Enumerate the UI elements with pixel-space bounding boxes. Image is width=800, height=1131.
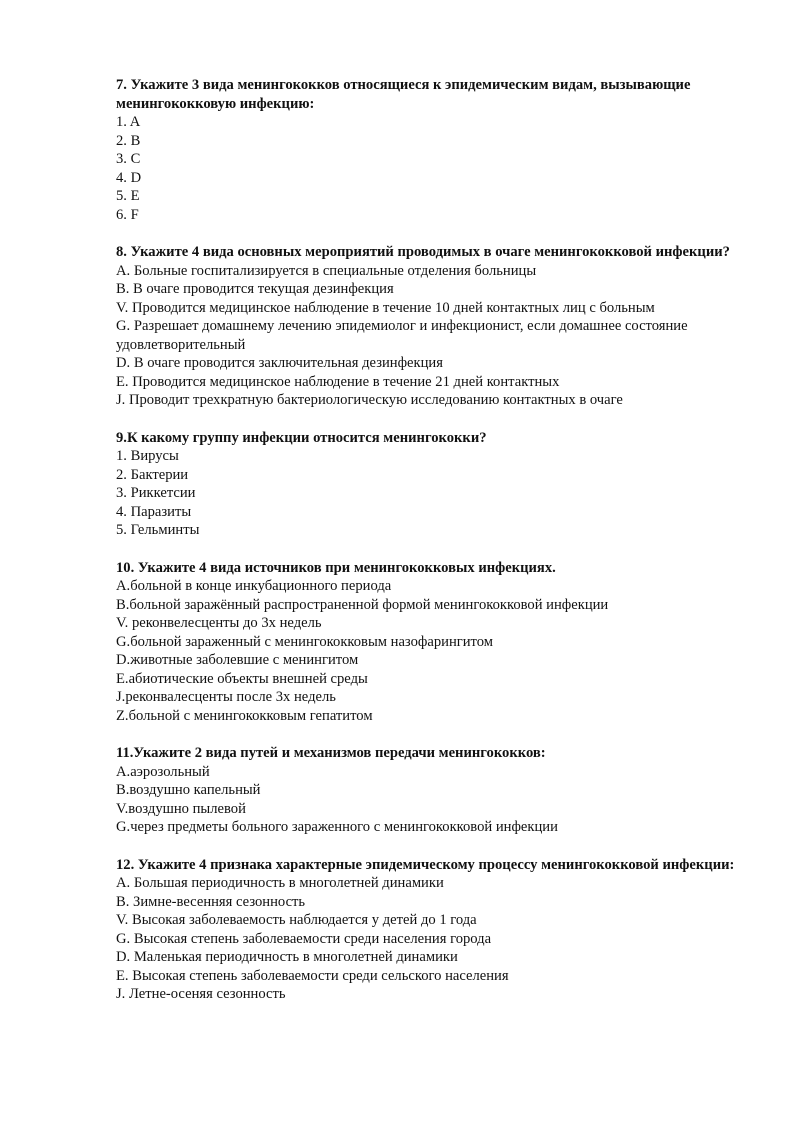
document-page: [116, 76, 756, 1023]
question-10: [116, 559, 756, 726]
answer-option: V. Проводится медицинское наблюдение в течение 10 дней контактных лиц с больным: [116, 299, 655, 316]
answer-option: B.воздушно капельный: [116, 782, 261, 798]
question-12: [116, 856, 756, 1004]
question-8: [116, 243, 756, 410]
answer-options: [116, 113, 756, 224]
answer-options: [116, 763, 756, 837]
answer-option: G. Разрешает домашнему лечению эпидемиолог и инфекционист, если домашнее состояние удовлетворительный: [116, 318, 688, 353]
answer-option: G.больной зараженный с менингококковым назофарингитом: [116, 633, 493, 650]
answer-option: E. Высокая степень заболеваемости среди сельского населения: [116, 967, 509, 984]
answer-option: V. Высокая заболеваемость наблюдается у детей до 1 года: [116, 912, 477, 928]
answer-option: B. Зимне-весенняя сезонность: [116, 893, 306, 910]
answer-option: D. В очаге проводится заключительная дезинфекция: [116, 355, 443, 371]
answer-option: G.через предметы больного зараженного с менингококковой инфекции: [116, 819, 558, 835]
answer-options: [116, 874, 756, 1004]
answer-option: 2. B: [116, 132, 141, 149]
question-title: 11.Укажите 2 вида путей и механизмов передачи менингококков:: [116, 745, 546, 761]
answer-option: V.воздушно пылевой: [116, 800, 246, 817]
answer-option: Z.больной с менингококковым гепатитом: [116, 707, 373, 724]
question-title: 7. Укажите 3 вида менингококков относящиеся к эпидемическим видам, вызывающие менингококковую инфекцию:: [116, 77, 691, 112]
answer-option: 5. E: [116, 188, 140, 204]
answer-option: J. Проводит трехкратную бактериологическую исследованию контактных в очаге: [116, 392, 623, 408]
answer-option: 3. Риккетсии: [116, 485, 196, 501]
answer-option: D.животные заболевшие с менингитом: [116, 652, 359, 668]
answer-option: J.реконвалесценты после 3х недель: [116, 689, 336, 705]
answer-option: B. В очаге проводится текущая дезинфекция: [116, 281, 394, 297]
question-title: 8. Укажите 4 вида основных мероприятий проводимых в очаге менингококковой инфекции?: [116, 244, 730, 260]
answer-option: A.больной в конце инкубационного периода: [116, 578, 392, 594]
answer-option: E.абиотические объекты внешней среды: [116, 670, 368, 687]
answer-option: A.аэрозольный: [116, 763, 210, 780]
answer-option: 4. Паразиты: [116, 503, 192, 520]
answer-option: A. Больные госпитализируется в специальные отделения больницы: [116, 262, 537, 279]
answer-option: J. Летне-осеняя сезонность: [116, 986, 286, 1002]
answer-option: V. реконвелесценты до 3х недель: [116, 615, 322, 631]
answer-options: [116, 262, 756, 410]
answer-option: 1. Вирусы: [116, 448, 179, 464]
question-7: [116, 76, 756, 224]
answer-option: A. Большая периодичность в многолетней динамики: [116, 875, 444, 891]
question-title: 12. Укажите 4 признака характерные эпидемическому процессу менингококковой инфекции:: [116, 856, 735, 873]
question-11: [116, 744, 756, 837]
answer-option: 3. C: [116, 151, 141, 167]
answer-option: G. Высокая степень заболеваемости среди населения города: [116, 930, 492, 947]
answer-option: 6. F: [116, 206, 139, 223]
question-title: 10. Укажите 4 вида источников при менингококковых инфекциях.: [116, 559, 556, 576]
answer-option: B.больной заражённый распространенной формой менингококковой инфекции: [116, 596, 609, 613]
answer-option: 2. Бактерии: [116, 466, 189, 483]
question-title: 9.К какому группу инфекции относится менингококки?: [116, 429, 487, 446]
answer-option: 1. A: [116, 114, 141, 130]
answer-option: D. Маленькая периодичность в многолетней динамики: [116, 949, 458, 965]
question-9: [116, 429, 756, 540]
answer-option: 5. Гельминты: [116, 522, 200, 538]
answer-options: [116, 447, 756, 540]
answer-option: E. Проводится медицинское наблюдение в течение 21 дней контактных: [116, 373, 560, 390]
answer-option: 4. D: [116, 169, 142, 186]
answer-options: [116, 577, 756, 725]
